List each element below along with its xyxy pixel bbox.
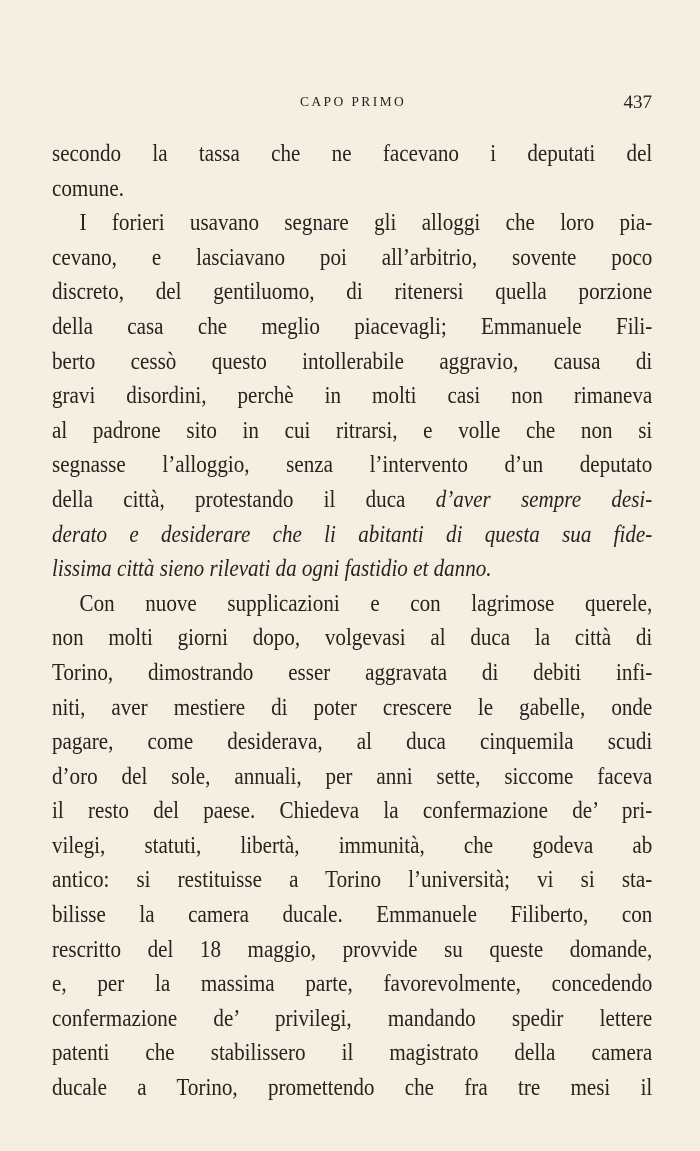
- text-line: al padrone sito in cui ritrarsi, e volle che non si: [52, 416, 653, 444]
- italic-quote-part: d’aver sempre desi-: [435, 485, 653, 513]
- text-line: patenti che stabilissero il magistrato della camera: [52, 1039, 653, 1067]
- italic-quote-line: lissima città sieno rilevati da ogni fastidio et danno.: [52, 555, 492, 583]
- text-line-roman-part: della città, protestando il duca: [52, 485, 436, 513]
- text-line: discreto, del gentiluomo, di ritenersi quella porzione: [52, 278, 653, 306]
- text-line: secondo la tassa che ne facevano i deputati del: [52, 140, 653, 167]
- text-line: vilegi, statuti, libertà, immunità, che godeva ab: [52, 831, 653, 859]
- text-line: pagare, come desiderava, al duca cinquemila scudi: [52, 728, 653, 756]
- text-line: gravi disordini, perchè in molti casi non rimaneva: [52, 382, 653, 410]
- text-line: bilisse la camera ducale. Emmanuele Filiberto, con: [52, 901, 653, 929]
- text-line: ducale a Torino, promettendo che fra tre mesi il: [52, 1074, 653, 1102]
- text-line: I forieri usavano segnare gli alloggi che loro pia-: [79, 209, 653, 237]
- text-line: Con nuove supplicazioni e con lagrimose querele,: [79, 589, 653, 617]
- text-line: e, per la massima parte, favorevolmente, concedendo: [52, 970, 653, 998]
- text-line: d’oro del sole, annuali, per anni sette, siccome faceva: [52, 762, 653, 790]
- text-line: comune.: [52, 174, 124, 202]
- text-line: della casa che meglio piacevagli; Emmanuele Fili-: [52, 312, 653, 340]
- text-line-mixed: [52, 483, 652, 518]
- text-line: Torino, dimostrando esser aggravata di debiti infi-: [52, 658, 653, 686]
- text-line: il resto del paese. Chiedeva la confermazione de’ pri-: [52, 797, 653, 825]
- body-text: [52, 137, 653, 1106]
- text-line: antico: si restituisse a Torino l’università; vi si sta-: [52, 866, 653, 894]
- text-line: berto cessò questo intollerabile aggravio, causa di: [52, 347, 653, 375]
- text-line: confermazione de’ privilegi, mandando spedir lettere: [52, 1004, 653, 1032]
- italic-quote-line: derato e desiderare che li abitanti di questa sua fide-: [52, 520, 653, 548]
- text-line: non molti giorni dopo, volgevasi al duca la città di: [52, 624, 653, 652]
- chapter-title: CAPO PRIMO: [300, 94, 407, 109]
- text-line: rescritto del 18 maggio, provvide su queste domande,: [52, 935, 653, 963]
- text-line: niti, aver mestiere di poter crescere le gabelle, onde: [52, 693, 653, 721]
- page-number: 437: [623, 92, 652, 113]
- running-head: [52, 92, 652, 116]
- text-line: cevano, e lasciavano poi all’arbitrio, sovente poco: [52, 243, 653, 271]
- text-line: segnasse l’alloggio, senza l’intervento d’un deputato: [52, 451, 653, 479]
